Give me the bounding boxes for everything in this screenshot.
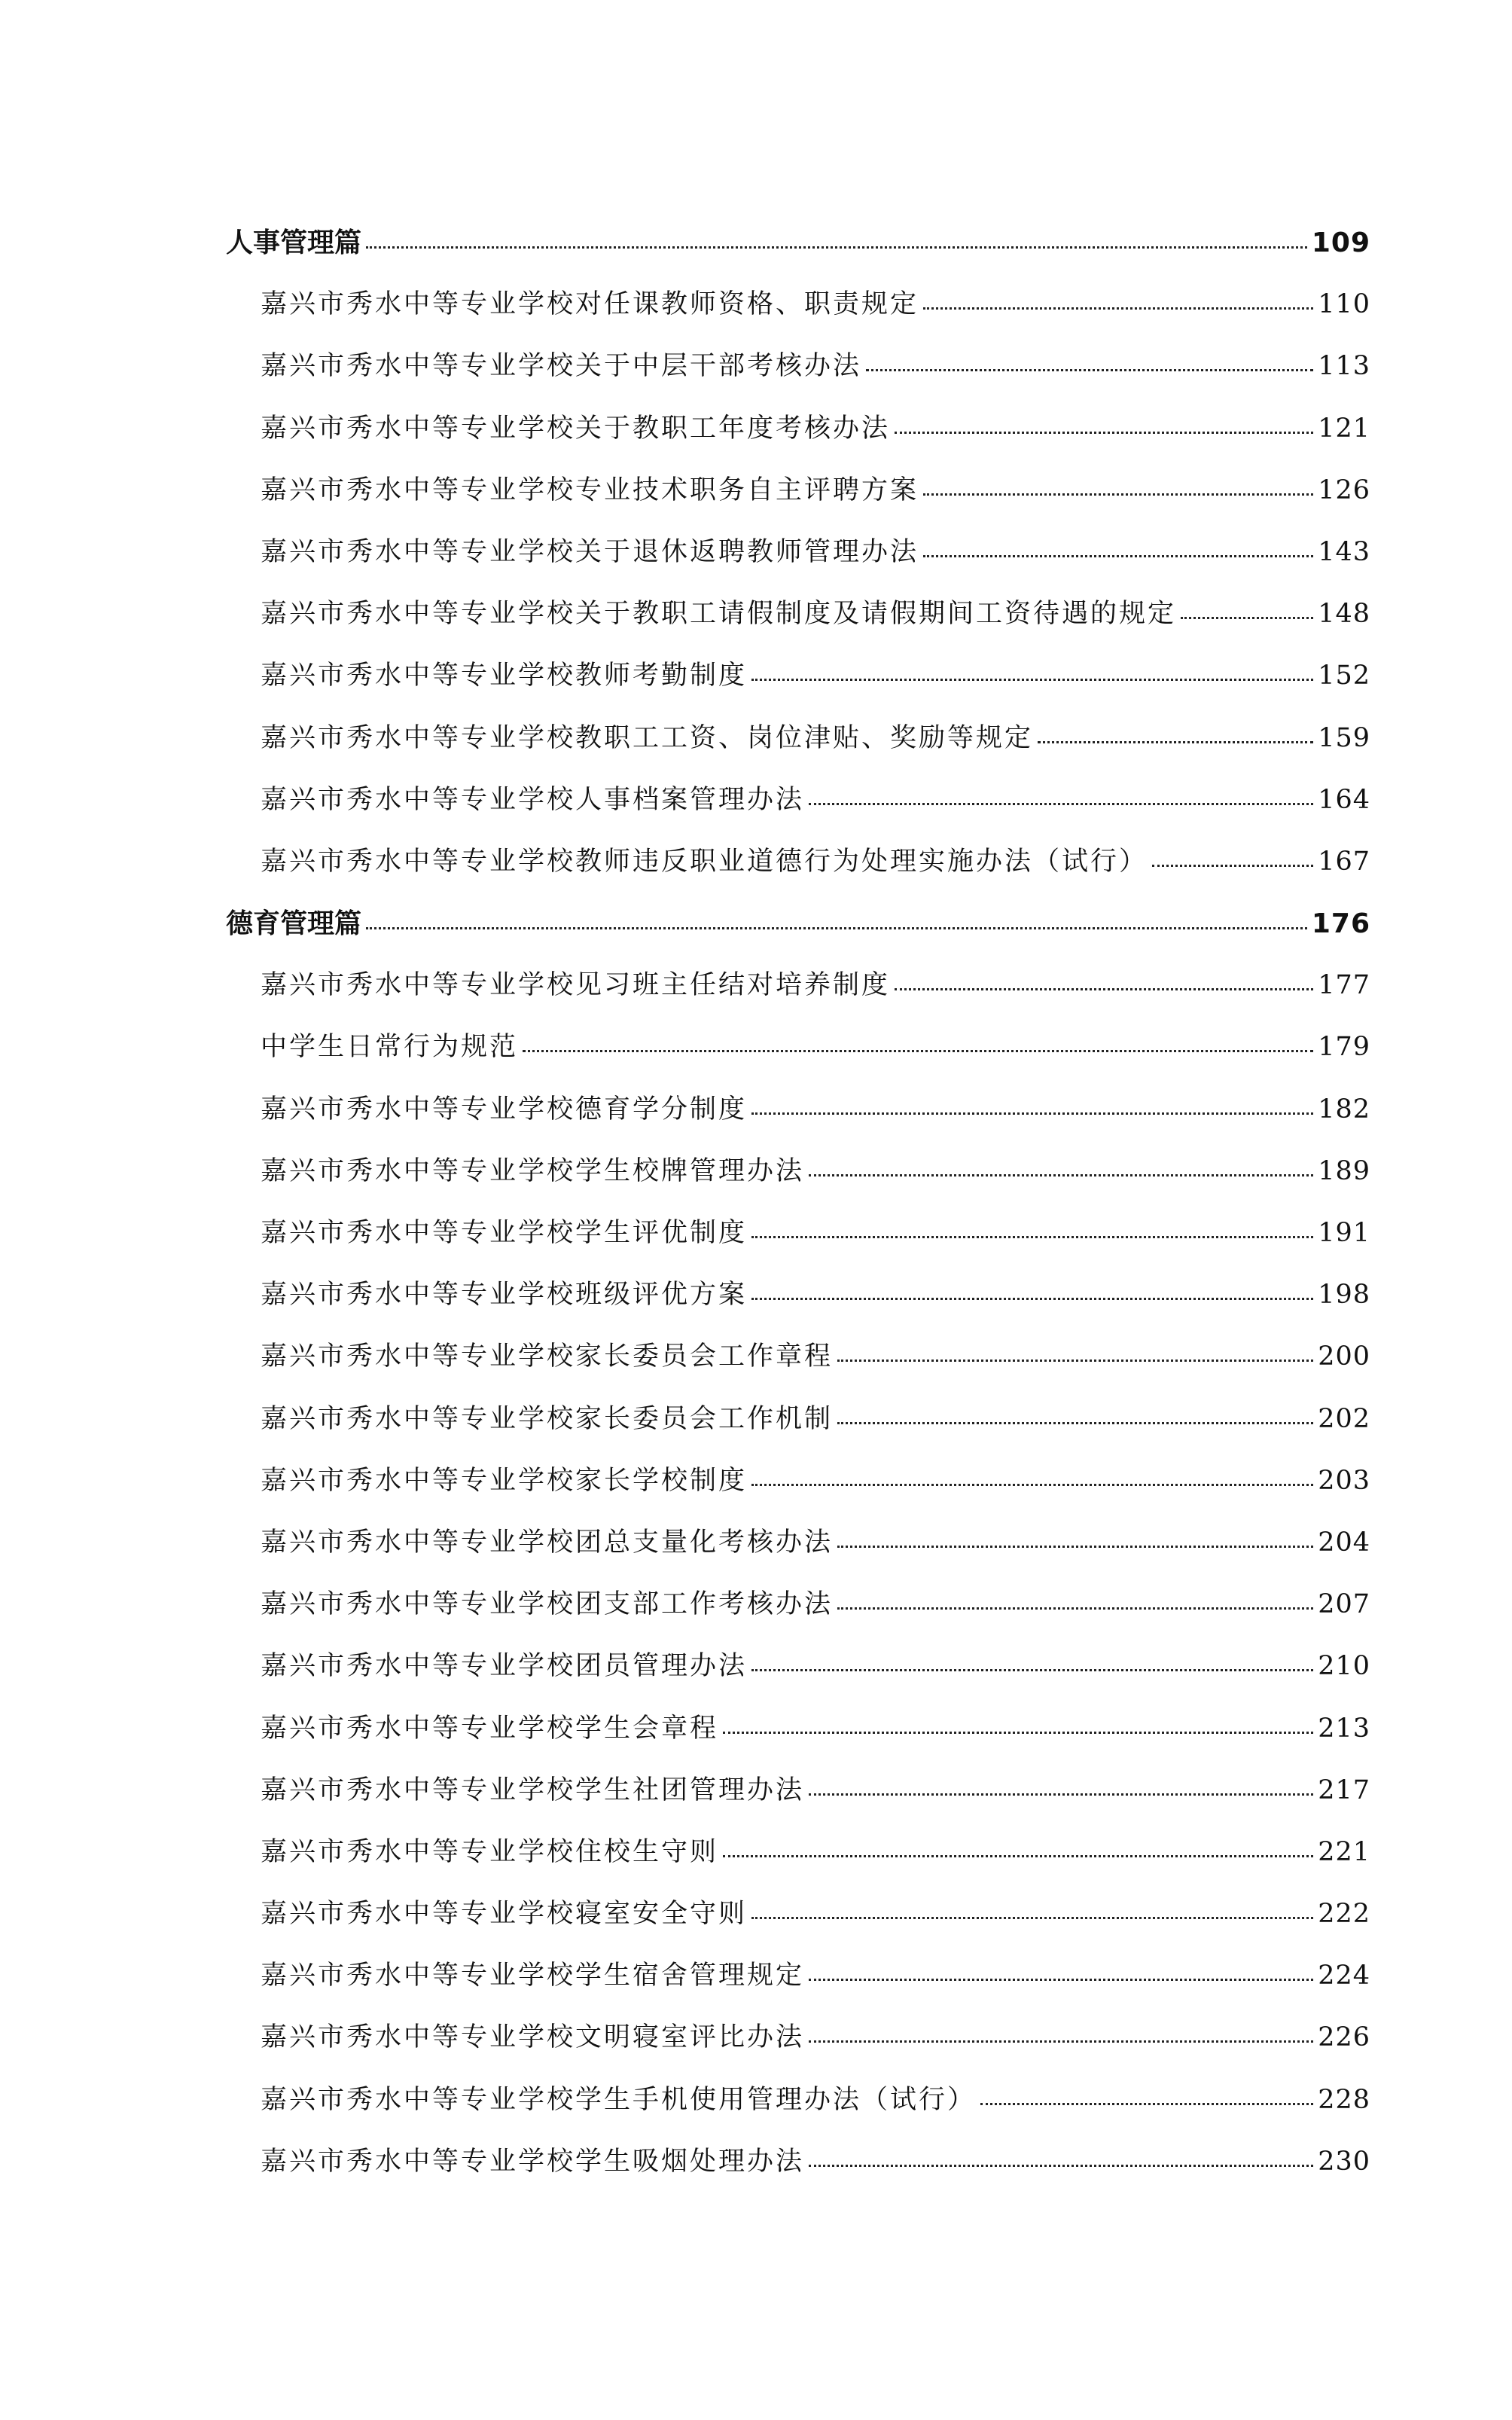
toc-entry[interactable] (226, 513, 1370, 575)
toc-title: 嘉兴市秀水中等专业学校学生评优制度 (261, 1218, 748, 1248)
toc-title: 嘉兴市秀水中等专业学校学生宿舍管理规定 (261, 1961, 805, 1991)
dot-leader (751, 1236, 1313, 1238)
dot-leader (837, 1422, 1313, 1424)
toc-title: 嘉兴市秀水中等专业学校团总支量化考核办法 (261, 1527, 834, 1558)
toc-title: 嘉兴市秀水中等专业学校家长学校制度 (261, 1465, 748, 1496)
toc-title: 嘉兴市秀水中等专业学校学生校牌管理办法 (261, 1155, 805, 1186)
toc-page-number: 213 (1318, 1713, 1370, 1744)
toc-title: 嘉兴市秀水中等专业学校学生吸烟处理办法 (261, 2146, 805, 2177)
toc-entry[interactable] (226, 1132, 1370, 1194)
toc-entry[interactable] (226, 1875, 1370, 1936)
toc-entry[interactable] (226, 1008, 1370, 1070)
dot-leader (751, 1669, 1313, 1671)
toc-title: 嘉兴市秀水中等专业学校关于中层干部考核办法 (261, 351, 862, 382)
toc-title: 嘉兴市秀水中等专业学校学生会章程 (261, 1713, 719, 1744)
dot-leader (866, 369, 1313, 371)
dot-leader (895, 988, 1313, 990)
toc-page-number: 228 (1318, 2084, 1370, 2115)
toc-title: 嘉兴市秀水中等专业学校家长委员会工作机制 (261, 1403, 834, 1434)
toc-entry[interactable] (226, 1380, 1370, 1442)
toc-title: 嘉兴市秀水中等专业学校学生手机使用管理办法（试行） (261, 2084, 977, 2115)
toc-title: 嘉兴市秀水中等专业学校对任课教师资格、职责规定 (261, 289, 919, 320)
dot-leader (837, 1607, 1313, 1610)
dot-leader (809, 803, 1313, 805)
toc-title: 嘉兴市秀水中等专业学校团支部工作考核办法 (261, 1589, 834, 1620)
toc-title: 嘉兴市秀水中等专业学校德育学分制度 (261, 1094, 748, 1125)
toc-page-number: 226 (1318, 2022, 1370, 2053)
toc-entry[interactable] (226, 327, 1370, 389)
toc-title: 嘉兴市秀水中等专业学校家长委员会工作章程 (261, 1341, 834, 1372)
dot-leader (980, 2103, 1313, 2105)
toc-entry[interactable] (226, 1998, 1370, 2060)
dot-leader (809, 1979, 1313, 1981)
dot-leader (809, 2040, 1313, 2043)
toc-entry[interactable] (226, 1936, 1370, 1998)
dot-leader (1152, 865, 1313, 867)
toc-page-number: 221 (1318, 1836, 1370, 1867)
toc-title: 德育管理篇 (226, 908, 362, 940)
toc-entry[interactable] (226, 2122, 1370, 2184)
toc-page-number: 198 (1318, 1280, 1370, 1311)
toc-page-number: 148 (1318, 599, 1370, 630)
dot-leader (523, 1050, 1313, 1052)
toc-title: 人事管理篇 (226, 227, 362, 258)
toc-entry[interactable] (226, 1317, 1370, 1379)
toc-title: 嘉兴市秀水中等专业学校见习班主任结对培养制度 (261, 970, 891, 1001)
toc-page-number: 109 (1311, 227, 1370, 258)
toc-page-number: 182 (1318, 1094, 1370, 1125)
toc-page-number: 179 (1318, 1032, 1370, 1063)
toc-page-number: 167 (1318, 846, 1370, 877)
toc-page-number: 143 (1318, 536, 1370, 567)
toc-entry[interactable] (226, 636, 1370, 698)
toc-page-number: 126 (1318, 475, 1370, 505)
toc-page-number: 110 (1318, 289, 1370, 320)
dot-leader (366, 927, 1307, 929)
toc-entry[interactable] (226, 822, 1370, 884)
toc-page-number: 177 (1318, 970, 1370, 1001)
dot-leader (809, 1174, 1313, 1176)
toc-page-number: 203 (1318, 1465, 1370, 1496)
toc-title: 嘉兴市秀水中等专业学校教职工工资、岗位津贴、奖励等规定 (261, 722, 1034, 753)
toc-entry[interactable] (226, 1256, 1370, 1317)
dot-leader (923, 307, 1313, 310)
toc-page-number: 113 (1318, 351, 1370, 382)
dot-leader (1181, 617, 1313, 619)
dot-leader (751, 1917, 1313, 1919)
toc-entry[interactable] (226, 1565, 1370, 1627)
dot-leader (751, 1484, 1313, 1486)
toc-title: 嘉兴市秀水中等专业学校寝室安全守则 (261, 1899, 748, 1930)
toc-page-number: 210 (1318, 1651, 1370, 1682)
toc-title: 嘉兴市秀水中等专业学校关于教职工年度考核办法 (261, 413, 891, 444)
toc-entry[interactable] (226, 1627, 1370, 1689)
toc-title: 嘉兴市秀水中等专业学校关于教职工请假制度及请假期间工资待遇的规定 (261, 599, 1177, 630)
toc-entry[interactable] (226, 1503, 1370, 1565)
toc-page-number: 217 (1318, 1775, 1370, 1805)
toc-entry[interactable] (226, 1813, 1370, 1875)
toc-entry[interactable] (226, 451, 1370, 513)
toc-title: 嘉兴市秀水中等专业学校住校生守则 (261, 1836, 719, 1867)
toc-page-number: 202 (1318, 1403, 1370, 1434)
toc-page-number: 230 (1318, 2146, 1370, 2177)
toc-title: 嘉兴市秀水中等专业学校班级评优方案 (261, 1280, 748, 1311)
dot-leader (809, 1793, 1313, 1796)
toc-page-number: 200 (1318, 1341, 1370, 1372)
toc-entry[interactable] (226, 1751, 1370, 1813)
toc-page-number: 189 (1318, 1155, 1370, 1186)
toc-page-number: 176 (1311, 908, 1370, 940)
toc-page-number: 152 (1318, 661, 1370, 691)
toc-title: 嘉兴市秀水中等专业学校教师考勤制度 (261, 661, 748, 691)
toc-page-number: 159 (1318, 722, 1370, 753)
toc-title: 嘉兴市秀水中等专业学校关于退休返聘教师管理办法 (261, 536, 919, 567)
dot-leader (923, 555, 1313, 557)
toc-title: 嘉兴市秀水中等专业学校人事档案管理办法 (261, 784, 805, 815)
dot-leader (809, 2165, 1313, 2167)
table-of-contents (226, 203, 1370, 2184)
toc-title: 嘉兴市秀水中等专业学校学生社团管理办法 (261, 1775, 805, 1805)
toc-section-heading[interactable] (226, 884, 1370, 946)
toc-page-number: 164 (1318, 784, 1370, 815)
dot-leader (723, 1732, 1313, 1734)
dot-leader (723, 1855, 1313, 1857)
toc-entry[interactable] (226, 1442, 1370, 1503)
toc-entry[interactable] (226, 1194, 1370, 1256)
toc-entry[interactable] (226, 761, 1370, 822)
dot-leader (366, 246, 1307, 249)
toc-page-number: 224 (1318, 1961, 1370, 1991)
toc-entry[interactable] (226, 2061, 1370, 2122)
dot-leader (837, 1546, 1313, 1548)
toc-page-number: 222 (1318, 1899, 1370, 1930)
dot-leader (837, 1360, 1313, 1362)
toc-entry[interactable] (226, 1070, 1370, 1132)
toc-title: 嘉兴市秀水中等专业学校专业技术职务自主评聘方案 (261, 475, 919, 505)
toc-entry[interactable] (226, 699, 1370, 761)
toc-entry[interactable] (226, 575, 1370, 636)
toc-title: 嘉兴市秀水中等专业学校文明寝室评比办法 (261, 2022, 805, 2053)
toc-page-number: 204 (1318, 1527, 1370, 1558)
toc-entry[interactable] (226, 265, 1370, 327)
dot-leader (895, 432, 1313, 434)
toc-entry[interactable] (226, 946, 1370, 1008)
toc-title: 嘉兴市秀水中等专业学校教师违反职业道德行为处理实施办法（试行） (261, 846, 1148, 877)
toc-page-number: 207 (1318, 1589, 1370, 1620)
toc-page-number: 121 (1318, 413, 1370, 444)
dot-leader (923, 493, 1313, 496)
dot-leader (751, 1298, 1313, 1300)
dot-leader (751, 1112, 1313, 1115)
toc-entry[interactable] (226, 1689, 1370, 1751)
toc-title: 嘉兴市秀水中等专业学校团员管理办法 (261, 1651, 748, 1682)
toc-entry[interactable] (226, 389, 1370, 451)
dot-leader (1038, 741, 1313, 743)
dot-leader (751, 679, 1313, 681)
toc-page-number: 191 (1318, 1218, 1370, 1248)
toc-section-heading[interactable] (226, 203, 1370, 265)
toc-title: 中学生日常行为规范 (261, 1032, 519, 1063)
